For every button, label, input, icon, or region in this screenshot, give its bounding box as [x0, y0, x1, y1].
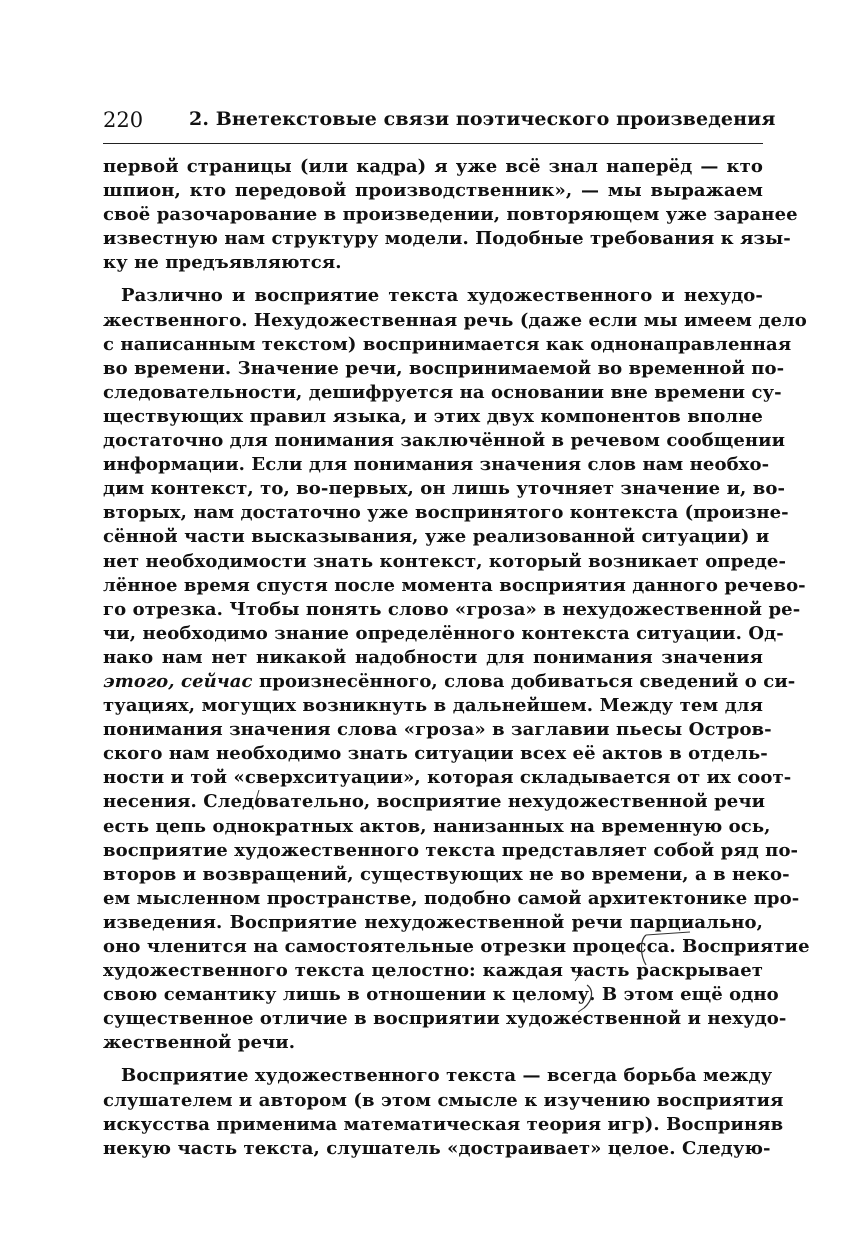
text-line: вторых, нам достаточно уже воспринятого контекста (произне-	[103, 502, 789, 524]
text-line: есть цепь однократных актов, нанизанных на временную ось,	[103, 815, 771, 837]
text-line: информации. Если для понимания значения слов нам необхо-	[103, 454, 770, 476]
page-body	[103, 155, 810, 1161]
paragraph-1	[103, 155, 798, 275]
text-line: ществующих правил языка, и этих двух компонентов вполне	[103, 405, 763, 427]
text-line: шпион, кто передовой производственник», — мы выражаем	[103, 180, 763, 202]
text-line: во времени. Значение речи, воспринимаемой во временной по-	[103, 357, 785, 379]
paragraph-2	[103, 284, 810, 1055]
text-line: ем мысленном пространстве, подобно самой архитектонике про-	[103, 887, 800, 909]
text-line: восприятие художественного текста представляет собой ряд по-	[103, 839, 799, 861]
text-line: нет необходимости знать контекст, который возникает опреде-	[103, 550, 787, 572]
paragraph-3	[103, 1064, 784, 1160]
text-line: достаточно для понимания заключённой в речевом сообщении	[103, 430, 786, 452]
text-line: известную нам структуру модели. Подобные требования к язы-	[103, 228, 791, 250]
text-line-with-italic: этого, сейчас произнесённого, слова добиваться сведений о си-	[103, 670, 796, 692]
text-line: туациях, могущих возникнуть в дальнейшем. Между тем для	[103, 695, 763, 717]
text-line: ского нам необходимо знать ситуации всех её актов в отдель-	[103, 743, 768, 765]
text-line: ности и той «сверхситуации», которая складывается от их соот-	[103, 767, 792, 789]
text-line: Восприятие художественного текста — всегда борьба между	[121, 1065, 773, 1087]
text-line: понимания значения слова «гроза» в заглавии пьесы Остров-	[103, 719, 772, 741]
running-title: 2. Внетекстовые связи поэтического произведения	[189, 108, 776, 130]
text-line: дим контекст, то, во-первых, он лишь уточняет значение и, во-	[103, 478, 786, 500]
text-line: го отрезка. Чтобы понять слово «гроза» в нехудожественной ре-	[103, 598, 801, 620]
text-line: своё разочарование в произведении, повторяющем уже заранее	[103, 204, 798, 226]
page-number: 220	[103, 108, 144, 132]
text-line: нако нам нет никакой надобности для понимания значения	[103, 646, 763, 668]
text-line: ку не предъявляются.	[103, 252, 342, 274]
page-header	[103, 104, 776, 144]
text-line: следовательности, дешифруется на основании вне времени су-	[103, 381, 782, 403]
text-line: искусства применима математическая теория игр). Восприняв	[103, 1113, 784, 1135]
text-line: существенное отличие в восприятии художественной и нехудо-	[103, 1008, 787, 1030]
text-line: оно членится на самостоятельные отрезки процесса. Восприятие	[103, 936, 810, 957]
text-line: чи, необходимо знание определённого контекста ситуации. Од-	[103, 622, 784, 644]
text-line: жественной речи.	[103, 1032, 296, 1054]
text-line: лённое время спустя после момента восприятия данного речево-	[103, 574, 806, 596]
text-line: первой страницы (или кадра) я уже всё знал наперёд — кто	[103, 156, 763, 177]
text-line: свою семантику лишь в отношении к целому. В этом ещё одно	[103, 984, 779, 1006]
text-line: некую часть текста, слушатель «достраивает» целое. Следую-	[103, 1137, 771, 1159]
text-line: сённой части высказывания, уже реализованной ситуации) и	[103, 526, 770, 548]
text-line: изведения. Восприятие нехудожественной речи парциально,	[103, 911, 763, 933]
text-line: Различно и восприятие текста художественного и нехудо-	[121, 285, 763, 307]
italic-phrase: этого, сейчас	[103, 670, 253, 692]
text-line: несения. Следовательно, восприятие нехудожественной речи	[103, 791, 766, 813]
text-line: художественного текста целостно: каждая часть раскрывает	[103, 960, 763, 982]
text-line: второв и возвращений, существующих не во времени, а в неко-	[103, 863, 790, 885]
text-line: с написанным текстом) воспринимается как однонаправленная	[103, 333, 792, 355]
text-line: жественного. Нехудожественная речь (даже если мы имеем дело	[103, 309, 807, 331]
text-line: слушателем и автором (в этом смысле к изучению восприятия	[103, 1089, 784, 1111]
